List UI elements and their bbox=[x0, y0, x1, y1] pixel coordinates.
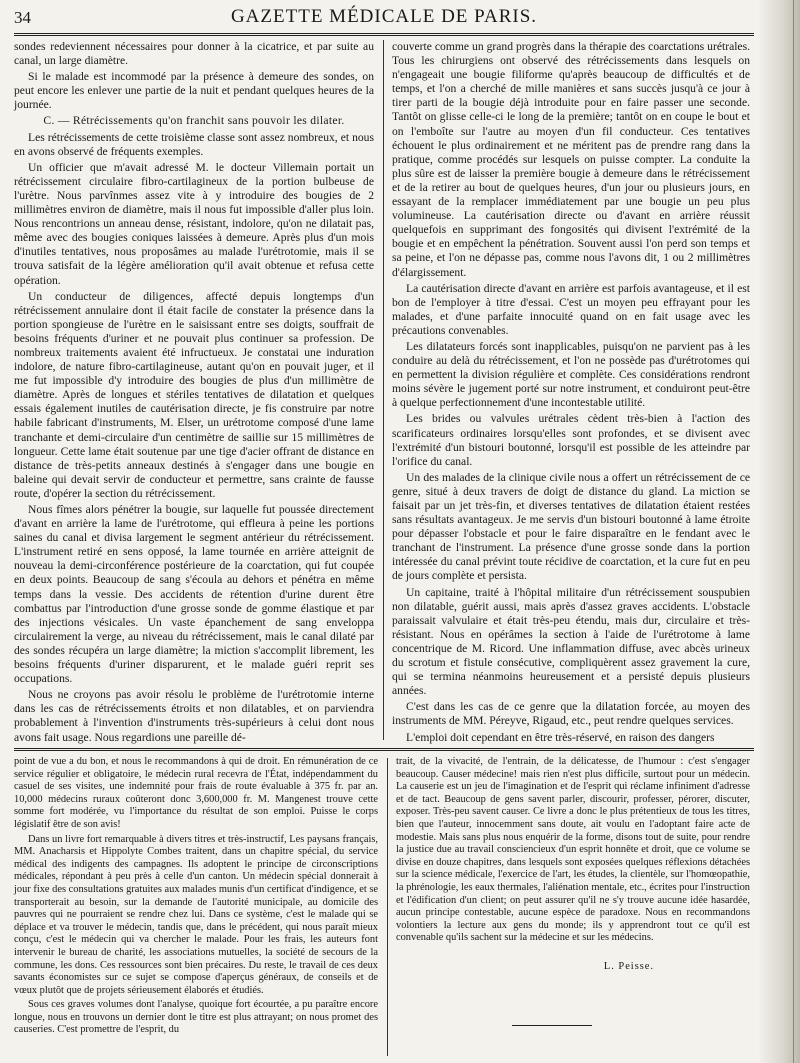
paragraph: Dans un livre fort remarquable à divers titres et très-instructif, Les paysans français, MM. Anacharsis et Hippolyte Combes traitent, dans un chapitre spécial, du service médical des indigents des campagnes. Ils adoptent le principe de circonscriptions médicales, répondant à peu près à celle d'un canton. Un médecin spécial donnerait à jour fixe des consultations gratuites aux malades munis d'un certificat d'indigence, et se transporterait au besoin, sur la demande de l'autorité municipale, au domicile des pauvres qui ne pourraient se rendre chez lui. Dans ce système, c'est le malade qui se déplace et va trouver le médecin, tandis que, dans le précédent, qui nous paraît mieux conçu, c'est le médecin qui va chercher le malade. Pour les frais, les auteurs font intervenir le bureau de charité, les associations mutuelles, la société de secours de la commune, les dons. Ces ressources sont bien précaires. Du reste, le travail de ces deux savants économistes sur ce sujet se compose d'aperçus généraux, de conseils et de vœux plutôt que de projets sérieusement élaborés et étudiés. bbox=[14, 833, 378, 996]
paragraph: Les rétrécissements de cette troisième classe sont assez nombreux, et nous en avons observé de fréquents exemples. bbox=[14, 130, 374, 158]
masthead: GAZETTE MÉDICALE DE PARIS. bbox=[230, 6, 538, 27]
paragraph: Un des malades de la clinique civile nous a offert un rétrécissement de ce genre, situé à deux travers de doigt de distance du gland. La miction se faisait par un jet très-fin, et diverses tentatives de dilatation étaient restées sans résultats avantageux. Je me servis d'un bistouri boutonné à lame étroite pour dépasser l'obstacle et pour le faire disparaître en le fendant avec le tranchant de l'instrument. La présence d'une grosse sonde dans la portion intéressée du canal prévint toute récidive de coarctation, et la cure fut en peu de jours complète et persista. bbox=[392, 470, 750, 583]
paragraph: L'emploi doit cependant en être très-réservé, en raison des dangers bbox=[406, 730, 715, 744]
paragraph: La cautérisation directe d'avant en arrière est parfois avantageuse, et il est bon de l'employer à titre d'essai. C'est un moyen peu effrayant pour les malades, et d'une parfaite innocuité quand on en fait usage avec les précautions convenables. bbox=[392, 281, 750, 337]
paragraph: Un officier que m'avait adressé M. le docteur Villemain portait un rétrécissement circulaire fibro-cartilagineux de la portion bulbeuse de l'urètre. Nous parvînmes assez vite à y introduire des bougies de 2 millimètres environ de diamètre, mais il nous fut impossible d'aller plus loin. Nous rencontrions un anneau dense, résistant, indolore, qu'on ne dilatait pas, même avec des bougies coniques laissées à demeure. Après plus d'un mois d'inutiles tentatives, nous proposâmes au malade l'urétrotomie, mais il se trouva satisfait de la légère amélioration qu'il avait obtenue et refusa cette opération. bbox=[14, 160, 374, 287]
author-signature: L. Peisse. bbox=[603, 960, 654, 972]
paragraph: couverte comme un grand progrès dans la thérapie des coarctations urétrales. Tous les chirurgiens ont observé des rétrécissements dans lesquels on n'engageait une bougie filiforme qu'après beaucoup de difficultés et de temps, et l'on a cherché de mille manières et sans succès jusqu'à ce jour à tirer parti de la bougie déjà introduite pour en faire passer une seconde. Tantôt on glisse celle-ci le long de la première; tantôt on en coupe le bout et on l'emboîte sur l'autre au moyen d'un fil conducteur. Ces tentatives échouent le plus ordinairement et ne méritent pas de prendre rang dans la pratique, comme procédés sur lesquels on puisse compter. La conduite la plus sûre est de laisser la première bougie à demeure dans le rétrécissement et de la retirer au bout de quelques heures, d'un jour ou plusieurs jours, en essayant de la remplacer immédiatement par une bougie un peu plus volumineuse. La cautérisation directe ou d'avant en arrière réussit quelquefois en supprimant des fongosités qui divisent l'extrémité de la bougie et en empêchent la pénétration. Souvent aussi l'on perd son temps et sa peine, et l'on ne dépasse pas, comme nous l'avons dit, 1 ou 2 millimètres d'élargissement. bbox=[392, 40, 750, 279]
header-rule bbox=[14, 33, 754, 36]
column-divider bbox=[387, 758, 388, 1056]
page-number: 34 bbox=[14, 8, 31, 27]
article-column-left bbox=[14, 40, 374, 747]
section-title: C. — Rétrécissements qu'on franchit sans pouvoir les dilater. bbox=[43, 114, 345, 128]
paragraph: Les brides ou valvules urétrales cèdent très-bien à l'action des scarificateurs ordinaires lorsqu'elles sont profondes, et se divisent avec l'extrémité d'un bistouri boutonné, lorsqu'il est possible de les atteindre par l'orifice du canal. bbox=[392, 412, 750, 468]
closing-rule bbox=[512, 1025, 592, 1026]
paragraph: sondes redeviennent nécessaires pour donner à la cicatrice, et par suite au canal, un large diamètre. bbox=[14, 40, 374, 68]
column-divider bbox=[383, 40, 384, 740]
paragraph: Un conducteur de diligences, affecté depuis longtemps d'un rétrécissement annulaire dont il était facile de constater la présence dans la portion spongieuse de l'urètre en le saisissant entre ses doigts, souffrait de besoins fréquents d'uriner et ne pouvait plus continuer sa profession. De nombreux traitements avaient été infructueux. Je constatai une induration indolore, de nature fibro-cartilagineuse, autant qu'on en pouvait juger, et il me fut impossible d'y introduire des bougies de plus d'un millimètre de diamètre. Après de longues et stériles tentatives de dilatation et quelques essais également inutiles de cautérisation directe, je fis construire par notre habile fabricant d'instruments, M. Elser, un urétrotome composé d'une lame tranchante et demi-circulaire d'un centimètre de saillie sur 15 millimètres de longueur. Cette lame était soutenue par une tige d'acier offrant de distance en distance de très-petits anneaux destinés à s'engager dans une bougie en baleine qui devait servir de conducteur et permettre, sans crainte de fausse route, d'opérer la section du rétrécissement. bbox=[14, 289, 374, 500]
paragraph: Nous fîmes alors pénétrer la bougie, sur laquelle fut poussée directement d'avant en arrière la lame de l'urétrotome, qui effleura à peine les portions saines du canal et divisa largement le segment antérieur du rétrécissement. L'instrument retiré en sens opposé, la lame tournée en arrière atteignit de nouveau la demi-circonférence postérieure de la coarctation, qui fut coupée en deux points. Beaucoup de sang s'écoula au dehors et pénétra en même temps dans la vessie. Des accidents de rétention d'urine durent être combattus par l'introduction d'une grosse sonde de gomme élastique et par des injections vésicales. Un vaste épanchement de sang enveloppa circulairement la verge, au niveau du rétrécissement, mais le canal dilaté par des sondes récupéra un large diamètre; la miction s'accomplit librement, les besoins fréquents d'uriner disparurent, et le malade guéri reprit ses occupations. bbox=[14, 503, 374, 686]
paragraph: point de vue a du bon, et nous le recommandons à qui de droit. En rémunération de ce service régulier et obligatoire, le médecin rural recevra de l'État, indépendamment du casuel de ses visites, une indemnité pour frais de route évaluable à 375 fr. par an. 10,000 médecins ruraux coûteront donc 3,600,000 fr. M. Mangenest trouve cette somme fort modérée, vu l'importance du résultat de son emploi. Puisse le corps législatif être de son avis! bbox=[14, 756, 378, 830]
page-header bbox=[14, 6, 754, 30]
paragraph: Les dilatateurs forcés sont inapplicables, puisqu'on ne parvient pas à les conduire au delà du rétrécissement, et l'on ne possède pas d'urétrotomes qui en permettent la division régulière et complète. Ces considérations rendront moins sévère le jugement porté sur notre instrument, et conduiront peut-être à quelque perfectionnement d'une incontestable utilité. bbox=[392, 339, 750, 410]
article-column-right bbox=[392, 40, 750, 747]
paragraph: C'est dans les cas de ce genre que la dilatation forcée, au moyen des instruments de MM. Péreyve, Rigaud, etc., peut rendre quelques services. bbox=[392, 700, 750, 728]
paragraph: Nous ne croyons pas avoir résolu le problème de l'urétrotomie interne dans les cas de rétrécissements étroits et non dilatables, et on parviendra probablement à l'invention d'instruments très-supérieurs à celui dont nous avons fait usage. Nous regardions une pareille dé- bbox=[14, 688, 374, 744]
feuilleton-column-left bbox=[14, 756, 378, 1039]
paragraph: Si le malade est incommodé par la présence à demeure des sondes, on peut encore les enlever une partie de la nuit et pendant quelques heures de la journée. bbox=[14, 70, 374, 112]
feuilleton-column-right bbox=[396, 756, 750, 976]
paragraph: Un capitaine, traité à l'hôpital militaire d'un rétrécissement souspubien non dilatable, guérit aussi, mais après d'assez graves accidents. L'obstacle paraissait valvulaire et était très-peu étendu, mais dur, circulaire et très-résistant. Nous en opérâmes la section à l'aide de l'urétrotome à lame concentrique de M. Ricord. Une inflammation diffuse, avec abcès urineux du scrotum et fistule consécutive, compliquèrent assez gravement la cure, qui se termina néanmoins heureusement et a persisté depuis plusieurs années. bbox=[392, 585, 750, 698]
paragraph: trait, de la vivacité, de l'entrain, de la délicatesse, de l'humour : c'est s'engager beaucoup. Causer médecine! mais rien n'est plus difficile, surtout pour un médecin. La causerie est un jeu de l'imagination et de l'esprit qui réclame infiniment d'adresse et de tact. Beaucoup de gens savent parler, discourir, professer, pérorer, discuter, exposer. Très-peu savent causer. Ce livre a donc le plus prétentieux de tous les titres, bien que l'auteur, innocemment sans doute, ait voulu en l'adoptant faire acte de modestie. Mais sans plus nous enquérir de la forme, disons tout de suite, pour rendre la justice due au travail consciencieux d'un esprit honnête et droit, que ce volume se divise en douze chapitres, dans lesquels sont exposées quelques réflexions détachées sur la science médicale, l'exercice de l'art, les études, la clientèle, sur l'homœopathie, la phrénologie, les eaux thermales, l'aliénation mentale, etc., écrites pour l'instruction et l'édification d'un client; on peut assurer qu'il ne s'y trouve aucune idée hasardée, aucun principe contestable, aucune espèce de paradoxe. Nous en recommandons volontiers la lecture aux gens du monde; ils y apprendront tout ce qu'il est convenable qu'ils sachent sur la médecine et sur les médecins. bbox=[396, 756, 750, 944]
feuilleton-rule bbox=[14, 748, 754, 751]
page-edge-line bbox=[793, 0, 794, 1063]
paragraph: Sous ces graves volumes dont l'analyse, quoique fort écourtée, a pu paraître encore longue, nous en trouvons un dernier dont le titre est plus attrayant; on nous promet des causeries. C'est promettre de l'esprit, du bbox=[14, 999, 378, 1036]
